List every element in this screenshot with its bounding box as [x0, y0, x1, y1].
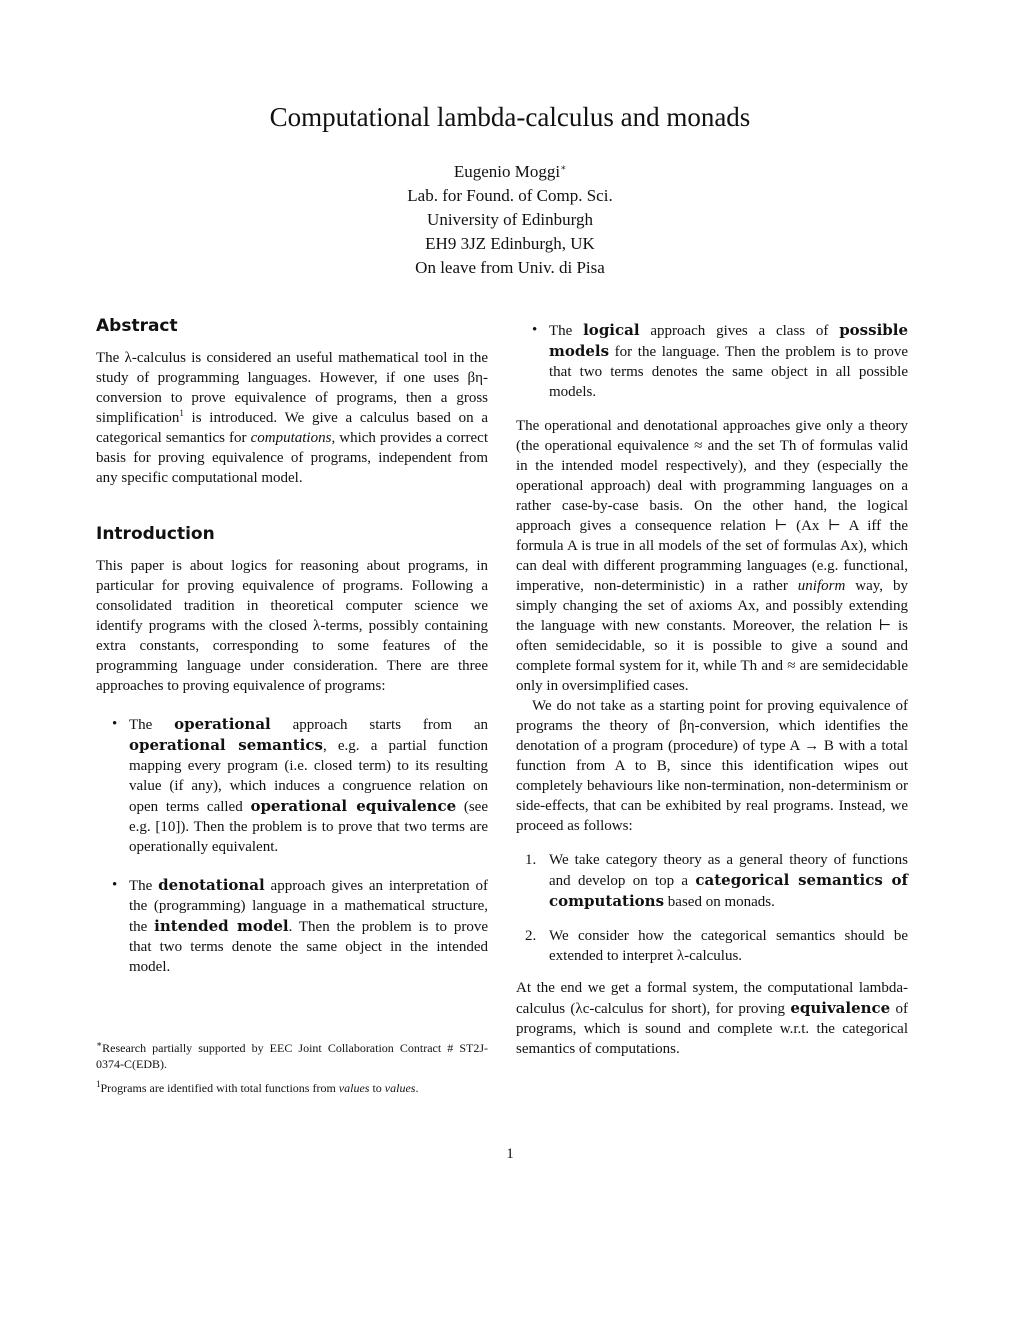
- intro-paragraph: At the end we get a formal system, the computational lambda-calculus (λc-calculus for short), for proving equivalence of programs, which is sound and complete w.r.t. the categorical semantics of computations.: [516, 980, 908, 1057]
- page-number: 1: [506, 1146, 514, 1162]
- abstract-paragraph: The λ-calculus is considered an useful mathematical tool in the study of programming languages. However, if one uses βη-conversion to prove equivalence of programs, then a gross simplification$^1$ is introduced. We give a calculus based on a categorical semantics for computations, which provides a correct basis for proving equivalence of programs, independent from any specific computational model.: [96, 350, 488, 486]
- author-block: [0, 160, 1020, 280]
- list-item: • The logical approach gives a class of possible models for the language. Then the problem is to prove that two terms denotes the same object in all possible models.: [532, 321, 908, 400]
- author-affiliation-line: Lab. for Found. of Comp. Sci.: [407, 186, 613, 205]
- author-affiliation-line: On leave from Univ. di Pisa: [415, 258, 605, 277]
- introduction-heading: Introduction: [96, 524, 215, 544]
- intro-paragraph: We do not take as a starting point for proving equivalence of programs the theory of βη-conversion, which identifies the denotation of a program (procedure) of type A → B with a total function from A to B, since this identification wipes out completely behaviours like non-termination, non-determinism or side-effects, that can be exhibited by real programs. Instead, we proceed as follows:: [516, 698, 908, 834]
- list-item: 1. We take category theory as a general theory of functions and develop on top a categorical semantics of computations based on monads.: [525, 852, 908, 910]
- footnotes: [96, 1040, 488, 1104]
- intro-paragraph: The operational and denotational approaches give only a theory (the operational equivalence ≈ and the set Th of formulas valid in the intended model respectively), and they (especially the operational approach) deal with programming languages on a rather case-by-case basis. On the other hand, the logical approach gives a consequence relation ⊢ (Ax ⊢ A iff the formula A is true in all models of the set of formulas Ax), which can deal with different programming languages (e.g. functional, imperative, non-deterministic) in a rather uniform way, by simply changing the set of axioms Ax, and possibly extending the language with new constants. Moreover, the relation ⊢ is often semidecidable, so it is possible to give a sound and complete formal system for it, while Th and ≈ are semidecidable only in oversimplified cases.: [516, 418, 908, 694]
- author-affiliation-line: University of Edinburgh: [427, 210, 593, 229]
- procedure-list: [516, 850, 908, 966]
- author-name: Eugenio Moggi∗: [453, 162, 567, 181]
- list-item: 2. We consider how the categorical semantics should be extended to interpret λ-calculus.: [525, 928, 908, 964]
- abstract-heading: Abstract: [96, 316, 178, 336]
- list-item: • The denotational approach gives an interpretation of the (programming) language in a mathematical structure, the intended model. Then the problem is to prove that two terms denote the same object in the intended model.: [112, 876, 488, 975]
- footnote: $^1$Programs are identified with total functions from values to values.: [96, 1079, 419, 1095]
- footnote: ∗Research partially supported by EEC Joint Collaboration Contract # ST2J-0374-C(EDB).: [96, 1039, 488, 1071]
- paper-title: Computational lambda-calculus and monads: [269, 102, 751, 132]
- approach-list: [96, 714, 488, 977]
- author-affiliation-line: EH9 3JZ Edinburgh, UK: [425, 234, 595, 253]
- intro-paragraph: This paper is about logics for reasoning about programs, in particular for proving equivalence of programs. Following a consolidated tradition in theoretical computer science we identify programs with the closed λ-terms, possibly containing extra constants, corresponding to some features of the programming language under consideration. There are three approaches to proving equivalence of programs:: [96, 558, 488, 694]
- approach-list-continued: [516, 320, 908, 402]
- left-column: [96, 316, 488, 995]
- list-item: • The operational approach starts from an operational semantics, e.g. a partial function mapping every program (i.e. closed term) to its resulting value (if any), which induces a congruence relation on open terms called operational equivalence (see e.g. [10]). Then the problem is to prove that two terms are operationally equivalent.: [112, 715, 489, 855]
- right-column: [516, 316, 908, 1059]
